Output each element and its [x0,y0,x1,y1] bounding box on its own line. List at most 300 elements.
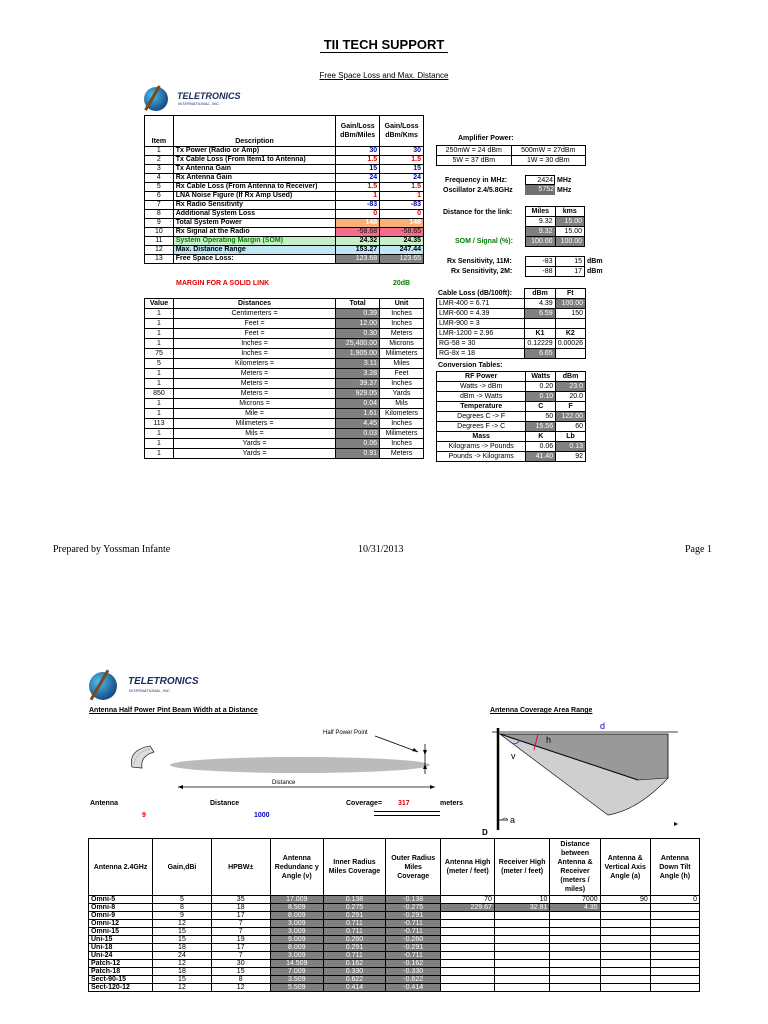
antenna-cell: -0.291 [385,912,441,920]
distances-col-header: Distances [173,299,335,309]
distance-conversion-label: Inches = [173,349,335,359]
value-miles[interactable]: 0 [336,210,380,219]
distance-total: 0.06 [336,439,380,449]
distance-value-input[interactable]: 1 [145,369,174,379]
conversion-group-title: Temperature [437,402,526,412]
antenna-cell: 7 [211,952,270,960]
antenna-cell [650,968,699,976]
distance-total: 0.04 [336,399,380,409]
distance-row [145,439,424,449]
antenna-cell: Uni-24 [89,952,153,960]
antenna-cell: 15 [153,936,212,944]
item-description: Additional System Loss [173,210,336,219]
antenna-cell: 0.260 [323,936,385,944]
amp-1w: 1W = 30 dBm [511,156,585,166]
rx-sensitivity-table [525,256,585,277]
cable-loss-title-cell [437,289,525,299]
distance-value-input[interactable]: 1 [145,399,174,409]
footer-date: 10/31/2013 [358,544,404,555]
antenna-column-header: Antenna Redundanc y Angle (v) [270,839,323,896]
antenna-cell: 18 [153,944,212,952]
conversion-unit-2: Lb [556,432,586,442]
conversion-value-2: 0.13 [556,442,586,452]
antenna-row [89,944,700,952]
value-miles: -58.68 [336,228,380,237]
antenna-cell: 15 [211,968,270,976]
half-power-point-label: Half Power Point [323,730,368,736]
antenna-cell [494,936,550,944]
antenna-cell [600,928,650,936]
link-budget-row [145,156,424,165]
rx2-value[interactable]: -88 [526,267,556,277]
antenna-column-header: Gain,dBi [153,839,212,896]
antenna-row [89,912,700,920]
rx-sensitivity-2m-label: Rx Sensitivity, 2M: [451,268,513,275]
footer-page-number: Page 1 [685,544,712,555]
cable-value-2: 100.00 [555,299,585,309]
distance-conversion-label: Feet = [173,319,335,329]
cable-ft-header: Ft [555,289,585,299]
amp-5w: 5W = 37 dBm [437,156,512,166]
distance-row [145,399,424,409]
antenna-cell [441,984,494,992]
antenna-cell [550,944,600,952]
antenna-cell[interactable]: 7000 [550,896,600,904]
distance-value-input[interactable]: 75 [145,349,174,359]
gain-kms-header: Gain/Loss dBm/Kms [380,116,424,147]
conversion-tables-title: Conversion Tables: [438,362,503,369]
conversion-label: Kilograms -> Pounds [437,442,526,452]
distance-conversion-label: Centimerters = [173,309,335,319]
antenna-cell: 229.67 [441,904,494,912]
amp-500mw: 500mW = 27dBm [511,146,585,156]
link-budget-row [145,210,424,219]
distance-unit: Milimeters [380,429,424,439]
distance-total: 0.30 [336,329,380,339]
distance-conversion-label: Meters = [173,369,335,379]
distance-row [145,359,424,369]
antenna-cell: 3.509 [270,976,323,984]
link-budget-row [145,237,424,246]
item-description: Tx Antenna Gain [173,165,336,174]
distance-unit: Inches [380,379,424,389]
coverage-value: 317 [398,800,410,807]
value-miles[interactable]: 24 [336,174,380,183]
antenna-cell [550,960,600,968]
antenna-cell: 0.275 [323,904,385,912]
antenna-cell: -0.291 [385,944,441,952]
antenna-cell [441,976,494,984]
item-description: Rx Antenna Gain [173,174,336,183]
distance-row [145,339,424,349]
distance-kms-1[interactable]: 15.00 [555,217,585,227]
distance-value-input[interactable]: 113 [145,419,174,429]
cable-row [437,329,586,339]
value-miles[interactable]: 1.5 [336,183,380,192]
cable-value-1: 6.65 [525,349,555,359]
distance-value-input[interactable]: 1 [145,409,174,419]
cable-type: RG-8x = 18 [437,349,525,359]
rx2-value2: 17 [555,267,584,277]
conversion-unit-1: C [526,402,556,412]
antenna-cell: 5.509 [270,984,323,992]
coverage-area-title: Antenna Coverage Area Range [490,707,593,714]
value-miles[interactable]: 30 [336,147,380,156]
conversion-value-2: 23.0 [556,382,586,392]
item-number: 2 [145,156,174,165]
antenna-cell: Sect-90-15 [89,976,153,984]
distance-total: 0.03 [336,429,380,439]
antenna-cell [441,944,494,952]
antenna-cell: Omni-9 [89,912,153,920]
cable-type: LMR-1200 = 2.96 [437,329,525,339]
item-number: 4 [145,174,174,183]
value-kms: 247.44 [380,246,424,255]
som-kms: 100.00 [555,237,585,247]
distance-value-input[interactable]: 850 [145,389,174,399]
coverage-d-label: d [600,721,606,731]
conversion-group-title: Mass [437,432,526,442]
antenna-cell: 12 [153,960,212,968]
item-number: 1 [145,147,174,156]
antenna-cell [550,976,600,984]
antenna-cell: 3.009 [270,952,323,960]
distance-row [145,449,424,459]
distance-row [145,429,424,439]
distance-total: 929.05 [336,389,380,399]
cable-value-2 [555,319,585,329]
antenna-row [89,936,700,944]
distance-arrow-label: Distance [272,780,296,786]
coverage-v-label: v [511,751,516,761]
antenna-cell[interactable]: 70 [441,896,494,904]
conversion-row [437,422,586,432]
distance-row [145,419,424,429]
conversion-value-2[interactable]: 60 [556,422,586,432]
value-kms[interactable]: -83 [380,201,424,210]
distance-unit: Inches [380,419,424,429]
distance-value-input[interactable]: 5 [145,359,174,369]
item-description: LNA Noise Figure (If Rx Amp Used) [173,192,336,201]
cable-type: RG-58 = 30 [437,339,525,349]
antenna-cell: 14.509 [270,960,323,968]
antenna-cell [650,936,699,944]
item-description: Rx Cable Loss (From Antenna to Receiver) [173,183,336,192]
freq-unit: MHz [557,177,572,184]
value-kms[interactable]: 1.5 [380,156,424,165]
antenna-cell: 12 [153,920,212,928]
distance-total: 1.61 [336,409,380,419]
page-title: TII TECH SUPPORT [323,37,445,52]
antenna-cell: 24 [153,952,212,960]
value-kms[interactable]: 1.5 [380,183,424,192]
miles-header: Miles [526,207,556,217]
distance-value-input[interactable]: 1 [145,439,174,449]
antenna-cell: 12 [153,984,212,992]
antenna-cell [441,936,494,944]
kms-header: kms [555,207,585,217]
antenna-cell: Uni-15 [89,936,153,944]
beam-width-diagram [120,722,460,802]
conversion-value-2[interactable]: 92 [556,452,586,462]
antenna-cell[interactable]: 90 [600,896,650,904]
value-miles[interactable]: 15 [336,165,380,174]
antenna-cell [550,968,600,976]
value-miles[interactable]: 1 [336,192,380,201]
antenna-cell: -0.622 [385,976,441,984]
distances-header [145,299,424,309]
item-description: Tx Cable Loss (From Item1 to Antenna) [173,156,336,165]
title-underline [320,52,448,53]
conversion-label: dBm -> Watts [437,392,526,402]
rx11-value[interactable]: -83 [526,257,556,267]
conversion-row [437,442,586,452]
distance-conversion-label: Mile = [173,409,335,419]
distance-unit: Yards [380,389,424,399]
item-description: Free Space Loss: [173,255,336,264]
coverage-label: Coverage= [346,800,382,807]
distance-unit: Feet [380,369,424,379]
som-signal-label: SOM / Signal (%): [455,238,513,245]
conversion-value-1: 0.10 [526,392,556,402]
distance-value-input[interactable]: 1 [145,379,174,389]
distance-unit: Inches [380,439,424,449]
oscillator-unit: MHz [557,187,572,194]
distance-unit: Kilometers [380,409,424,419]
total-header: Total [336,299,380,309]
antenna-cell: 7 [211,928,270,936]
value-miles: 153.27 [336,246,380,255]
antenna-cell[interactable]: 10 [494,896,550,904]
distance-value[interactable]: 1000 [254,812,270,819]
antenna-row [89,968,700,976]
antenna-cell [441,968,494,976]
conversion-value-1[interactable]: 50 [526,412,556,422]
distance-unit: Meters [380,329,424,339]
distance-row [145,409,424,419]
antenna-cell: 8 [211,976,270,984]
beam-lobe [170,757,430,773]
distance-value-input[interactable]: 1 [145,329,174,339]
antenna-cell [494,912,550,920]
cable-value-1[interactable]: 0.12229 [525,339,555,349]
coverage-a-label: a [510,815,516,825]
cable-value-2 [555,349,585,359]
conversion-value-1: 41.40 [526,452,556,462]
antenna-cell: 18 [153,968,212,976]
antenna-cell [550,952,600,960]
antenna-value[interactable]: 9 [142,812,146,819]
distance-unit: Milimeters [380,349,424,359]
conversion-unit-1: K [526,432,556,442]
distance-row [145,369,424,379]
value-kms[interactable]: 15 [380,165,424,174]
link-budget-row [145,255,424,264]
value-kms[interactable]: 24 [380,174,424,183]
distance-row [145,319,424,329]
distance-value-input[interactable]: 1 [145,429,174,439]
amp-250mw: 250mW = 24 dBm [437,146,512,156]
item-description: Rx Signal at the Radio [173,228,336,237]
antenna-cell [600,904,650,912]
distance-miles-1: 9.32 [526,217,556,227]
beam-width-title: Antenna Half Power Pint Beam Width at a Distance [89,707,258,714]
antenna-cell: 0.414 [323,984,385,992]
value-kms[interactable]: 1 [380,192,424,201]
antenna-row [89,904,700,912]
cable-value-2: K2 [555,329,585,339]
conversion-label: Degrees F -> C [437,422,526,432]
distance-value-input[interactable]: 1 [145,319,174,329]
cable-value-2[interactable]: 150 [555,309,585,319]
antenna-cell: -0.414 [385,984,441,992]
antenna-cell: 0.330 [323,968,385,976]
logo-brand: TELETRONICS [177,91,241,101]
antenna-cell [441,912,494,920]
oscillator-value: 5752 [525,185,555,195]
cable-type: LMR-900 = 3 [437,319,525,329]
cable-row [437,299,586,309]
distance-conversion-label: Meters = [173,379,335,389]
antenna-column-header: Antenna & Vertical Axis Angle (a) [600,839,650,896]
item-description: Max. Distance Range [173,246,336,255]
antenna-cell [650,920,699,928]
antenna-column-header: Distance between Antenna & Receiver (meters / miles) [550,839,600,896]
value-kms[interactable]: 30 [380,147,424,156]
distance-conversion-label: Kilometers = [173,359,335,369]
gain-miles-header: Gain/Loss dBm/Miles [336,116,380,147]
distance-total: 39.37 [336,379,380,389]
value-miles[interactable]: -83 [336,201,380,210]
antenna-cell: Patch-18 [89,968,153,976]
cable-value-1: K1 [525,329,555,339]
antenna-cell: 19 [211,936,270,944]
distance-row [145,309,424,319]
oscillator-label: Oscillator 2.4/5.8GHz [443,187,513,194]
value-kms[interactable]: 0 [380,210,424,219]
link-budget-row [145,246,424,255]
antenna-cell[interactable]: 0 [650,896,699,904]
item-description: Total System Power [173,219,336,228]
cable-dbm-header: dBm [525,289,555,299]
distance-miles-2[interactable]: 9.32 [526,227,556,237]
conversion-value-2: 122.00 [556,412,586,422]
coverage-unit: meters [440,800,463,807]
antenna-column-header: Antenna High (meter / feet) [441,839,494,896]
som-miles: 100.00 [526,237,556,247]
antenna-cell [550,984,600,992]
distance-total: 4.45 [336,419,380,429]
distance-value-input[interactable]: 1 [145,339,174,349]
distance-total: 0.91 [336,449,380,459]
antenna-cell: 0.162 [323,960,385,968]
item-number: 8 [145,210,174,219]
value-miles[interactable]: 1.5 [336,156,380,165]
antenna-label: Antenna [90,800,118,807]
link-budget-header [145,116,424,147]
conversion-value-1: 15.56 [526,422,556,432]
distance-conversion-label: Mils = [173,429,335,439]
link-budget-row [145,183,424,192]
distances-table [144,298,424,459]
antenna-cell [650,904,699,912]
conversion-unit-2: dBm [556,372,586,382]
distance-total: 3.28 [336,369,380,379]
coverage-h-label: h [546,735,552,745]
conversion-value-2[interactable]: 20.0 [556,392,586,402]
distance-unit: Mils [380,399,424,409]
antenna-cell: 3.009 [270,920,323,928]
unit-header: Unit [380,299,424,309]
antenna-cell [650,952,699,960]
link-budget-table [144,115,424,264]
antenna-cell [494,944,550,952]
distance-row [145,349,424,359]
distance-conversion-label: Feet = [173,329,335,339]
antenna-cell: Omni-8 [89,904,153,912]
page-subtitle: Free Space Loss and Max. Distance [319,71,449,80]
antenna-cell: 35 [211,896,270,904]
item-number: 6 [145,192,174,201]
antenna-cell [494,968,550,976]
antenna-cell: 4.35 [550,904,600,912]
antenna-cell: 30 [211,960,270,968]
antenna-row [89,952,700,960]
antenna-row [89,976,700,984]
antenna-cell [550,920,600,928]
conversion-row [437,452,586,462]
antenna-cell: 15 [153,976,212,984]
item-number: 3 [145,165,174,174]
cable-row [437,339,586,349]
antenna-cell [550,928,600,936]
distance-value-input[interactable]: 1 [145,309,174,319]
footer-prepared-by: Prepared by Yossman Infante [53,544,171,555]
item-number: 10 [145,228,174,237]
antenna-cell [600,920,650,928]
amplifier-title: Amplifier Power: [458,135,514,142]
frequency-input[interactable]: 2424 [525,175,555,185]
conversion-unit-2: F [556,402,586,412]
description-header: Description [173,116,336,147]
cable-value-2[interactable]: 0.00026 [555,339,585,349]
link-budget-row [145,147,424,156]
cable-value-1[interactable]: 4.39 [525,299,555,309]
antenna-cell [600,936,650,944]
antenna-cell [600,960,650,968]
antenna-cell: 9 [153,912,212,920]
distance-unit: Inches [380,319,424,329]
conversion-table [436,371,586,462]
antenna-cell: 0.291 [323,912,385,920]
conversion-group-header [437,372,586,382]
distance-kms-2: 15.00 [555,227,585,237]
distance-value-input[interactable]: 1 [145,449,174,459]
cable-value-1: 6.59 [525,309,555,319]
distance-link-label: Distance for the link: [443,209,513,216]
conversion-value-1[interactable]: 0.06 [526,442,556,452]
conversion-value-1[interactable]: 0.20 [526,382,556,392]
antenna-cell [441,952,494,960]
distance-row [145,389,424,399]
item-number: 7 [145,201,174,210]
antenna-cell [600,952,650,960]
logo-subtitle: INTERNATIONAL, INC. [178,101,220,106]
antenna-cell: Omni-15 [89,928,153,936]
antenna-cell [494,976,550,984]
distance-conversion-label: Yards = [173,439,335,449]
antenna-cell: 0.711 [323,920,385,928]
